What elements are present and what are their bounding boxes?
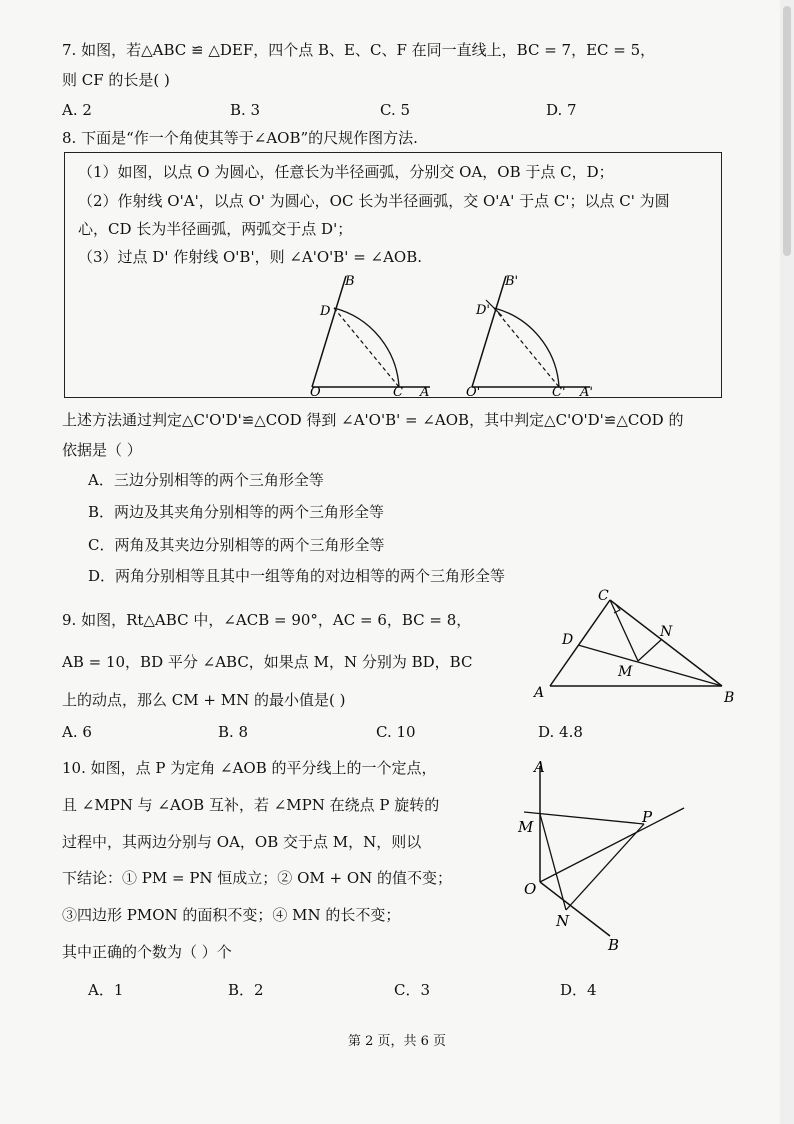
- scrollbar-thumb[interactable]: [783, 6, 791, 256]
- q10-line4: 下结论：① PM = PN 恒成立；② OM + ON 的值不变；: [62, 869, 453, 887]
- q8-option-b: B．两边及其夹角分别相等的两个三角形全等: [88, 503, 385, 521]
- q8-step2-cont: 心，CD 长为半径画弧，两弧交于点 D'；: [78, 220, 353, 238]
- q8-after1: 上述方法通过判定△C'O'D'≌△COD 得到 ∠A'O'B' = ∠AOB，其中判定△C'O'D'≌△COD 的: [62, 411, 684, 429]
- q9-label-C: C: [598, 588, 609, 604]
- vertical-scrollbar[interactable]: [780, 0, 794, 1124]
- q10-line1: 10. 如图，点 P 为定角 ∠AOB 的平分线上的一个定点，: [62, 759, 437, 777]
- q10-line6: 其中正确的个数为（ ）个: [62, 943, 232, 961]
- q7-line2: 则 CF 的长是( ): [62, 71, 170, 89]
- q8-label-O: O: [310, 385, 321, 396]
- q9-line3: 上的动点，那么 CM + MN 的最小值是( ): [62, 691, 346, 709]
- q9-label-B: B: [724, 690, 735, 706]
- q10-label-N: N: [556, 912, 570, 930]
- q9-label-M: M: [618, 664, 633, 680]
- q9-option-a: A. 6: [62, 723, 92, 741]
- q7-option-d: D. 7: [546, 101, 577, 119]
- q8-label-A: A: [420, 385, 430, 396]
- q10-label-M: M: [518, 818, 534, 836]
- q8-step3: （3）过点 D' 作射线 O'B'，则 ∠A'O'B' = ∠AOB.: [78, 248, 423, 266]
- q9-option-d: D. 4.8: [538, 723, 583, 741]
- q8-label-O-prime: O': [466, 385, 481, 396]
- q10-label-B: B: [608, 936, 620, 954]
- q10-label-A: A: [534, 758, 545, 776]
- q8-option-a: A．三边分别相等的两个三角形全等: [88, 471, 324, 489]
- q8-label-C: C: [393, 385, 403, 396]
- q9-option-c: C. 10: [376, 723, 416, 741]
- q10-option-d: D．4: [560, 981, 597, 999]
- q9-label-A: A: [534, 685, 545, 701]
- q7-option-b: B. 3: [230, 101, 261, 119]
- q8-step2: （2）作射线 O'A'，以点 O' 为圆心，OC 长为半径画弧，交 O'A' 于点 C'；以点 C' 为圆: [78, 192, 670, 210]
- q10-option-c: C．3: [394, 981, 431, 999]
- q8-label-B: B: [345, 274, 355, 289]
- q10-line3: 过程中，其两边分别与 OA，OB 交于点 M，N，则以: [62, 833, 422, 851]
- q9-label-D: D: [562, 632, 574, 648]
- q8-label-A-prime: A': [580, 385, 593, 396]
- q8-label-B-prime: B': [505, 274, 519, 289]
- q8-label-D: D: [320, 304, 331, 319]
- q8-step1: （1）如图，以点 O 为圆心，任意长为半径画弧，分别交 OA，OB 于点 C，D；: [78, 163, 614, 181]
- q9-triangle-figure: [528, 584, 742, 710]
- q9-option-b: B. 8: [218, 723, 249, 741]
- q9-label-N: N: [660, 624, 673, 640]
- q8-option-c: C．两角及其夹边分别相等的两个三角形全等: [88, 536, 385, 554]
- q7-option-c: C. 5: [380, 101, 411, 119]
- q7-line1: 7. 如图，若△ABC ≌ △DEF，四个点 B、E、C、F 在同一直线上，BC = 7，EC = 5，: [62, 41, 656, 59]
- q10-line2: 且 ∠MPN 与 ∠AOB 互补，若 ∠MPN 在绕点 P 旋转的: [62, 796, 440, 814]
- page-footer: 第 2 页，共 6 页: [347, 1034, 447, 1049]
- q7-option-a: A. 2: [62, 101, 92, 119]
- q8-construction-figure: [290, 270, 610, 396]
- q8-label-C-prime: C': [552, 385, 566, 396]
- q10-label-O: O: [524, 880, 537, 898]
- q8-after2: 依据是（ ）: [62, 441, 142, 459]
- q10-line5: ③四边形 PMON 的面积不变；④ MN 的长不变；: [62, 906, 401, 924]
- q9-line1: 9. 如图，Rt△ABC 中，∠ACB = 90°，AC = 6，BC = 8，: [62, 611, 472, 629]
- q10-option-b: B．2: [228, 981, 264, 999]
- q8-stem: 8. 下面是“作一个角使其等于∠AOB”的尺规作图方法.: [62, 129, 418, 147]
- q10-angle-figure: [504, 752, 694, 960]
- q10-option-a: A．1: [88, 981, 124, 999]
- q9-line2: AB = 10，BD 平分 ∠ABC，如果点 M，N 分别为 BD，BC: [62, 653, 473, 671]
- q8-option-d: D．两角分别相等且其中一组等角的对边相等的两个三角形全等: [88, 567, 506, 585]
- q8-label-D-prime: D': [476, 303, 490, 318]
- q10-label-P: P: [642, 808, 653, 826]
